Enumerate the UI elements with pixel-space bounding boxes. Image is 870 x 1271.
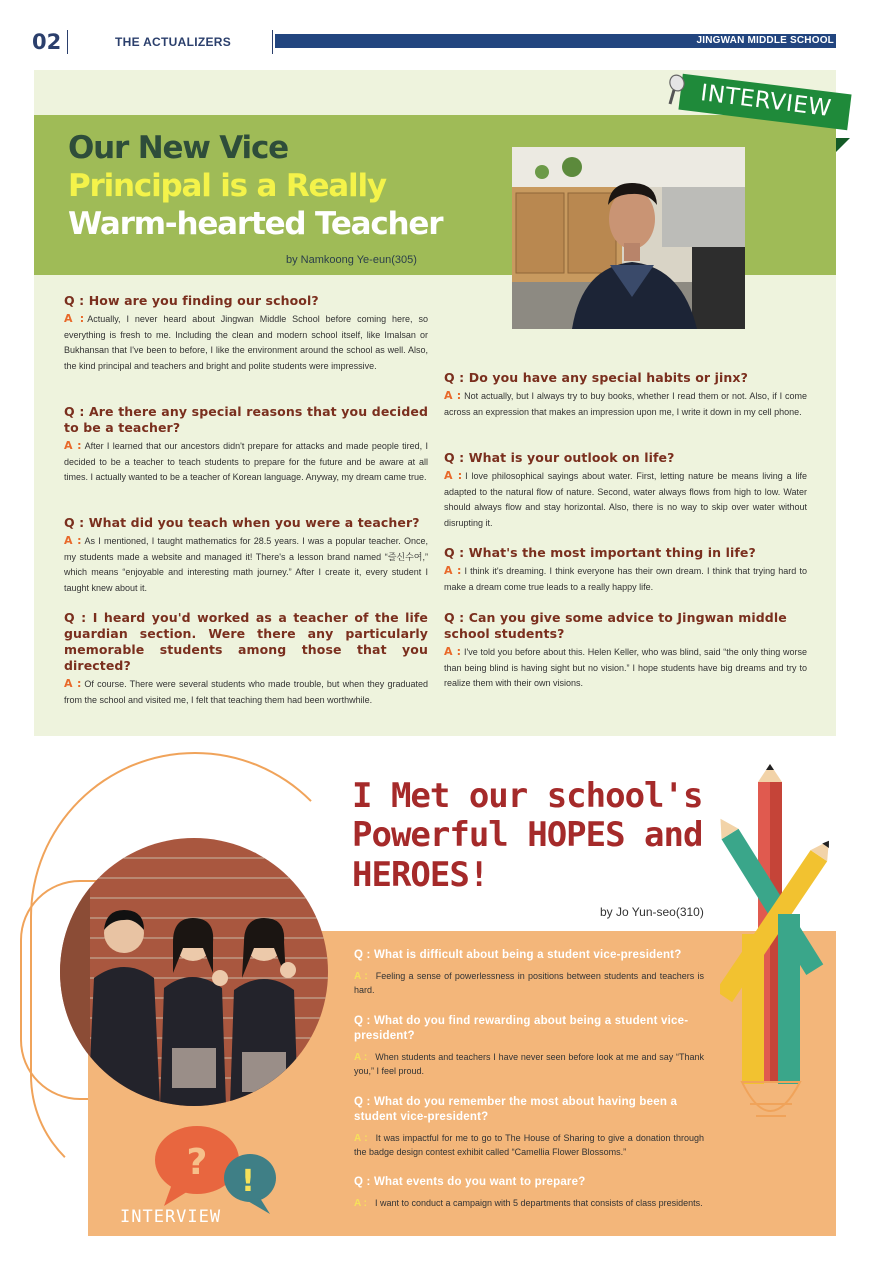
exclamation-bubble-icon (224, 1154, 276, 1214)
question: Q : Do you have any special habits or jinx? (444, 370, 748, 385)
qa-item (64, 610, 428, 708)
answer-mark: A : (444, 645, 461, 658)
answer (354, 1131, 704, 1159)
answer-text: Not actually, but I always try to buy books, whether I read them or not. Also, if I come across an expression that makes an impression upon me, I write it down in my cell phone. (444, 391, 807, 417)
article2-title-line2: Powerful HOPES and (352, 815, 703, 855)
qa-item (444, 450, 807, 531)
question: Q : Can you give some advice to Jingwan middle school students? (444, 610, 787, 641)
answer-text: Feeling a sense of powerlessness in positions between students and teachers is hard. (354, 971, 704, 995)
question: Q : What is difficult about being a student vice-president? (354, 949, 682, 961)
school-name: JINGWAN MIDDLE SCHOOL (696, 35, 834, 46)
answer-mark: A : (444, 389, 462, 402)
answer-mark: A : (444, 564, 462, 577)
question: Q : What events do you want to prepare? (354, 1176, 586, 1188)
answer (64, 439, 428, 486)
answer-text: I love philosophical sayings about water. First, letting nature be means living a life adapted to the natural flow of nature. Second, water always flows from high to low. Water should always flow and stay horizontal. Also, there is no way to skip over water without disrupting it. (444, 471, 807, 528)
answer-text: Of course. There were several students who made trouble, but when they graduated from the school and visited me, I felt that teaching them had been worthwhile. (64, 679, 428, 705)
question: Q : I heard you'd worked as a teacher of the life guardian section. Were there any particularly memorable students among those that you directed? (64, 610, 428, 673)
interview-badge: INTERVIEW (678, 74, 851, 130)
qa-item (354, 948, 704, 997)
svg-text:!: ! (241, 1164, 255, 1199)
question: Q : What is your outlook on life? (444, 450, 675, 465)
answer-text: When students and teachers I have never seen before look at me and say “Thank you,” I feel proud. (354, 1052, 704, 1076)
answer-text: Actually, I never heard about Jingwan Middle School before coming here, so everything is fresh to me. Including the clean and modern school itself, like Imalsan or Bukhansan that I've been to before, I like the environment around the school as well. Also, the kind principal and teachers and bright and polite students were impressive. (64, 314, 428, 371)
answer-text: It was impactful for me to go to The House of Sharing to give a donation through the badge design contest exhibit called “Camellia Flower Blossoms.” (354, 1133, 704, 1157)
article2-title-line3: HEROES! (352, 855, 489, 895)
microphone-icon (664, 74, 686, 108)
answer-mark: A : (64, 439, 82, 452)
answer-mark: A : (354, 1133, 368, 1144)
qa-item (64, 404, 428, 486)
answer (444, 564, 807, 595)
answer-mark: A : (64, 534, 82, 547)
answer (64, 677, 428, 708)
answer (444, 389, 807, 420)
question: Q : What do you find rewarding about being a student vice-president? (354, 1015, 689, 1042)
answer (444, 469, 807, 531)
vice-principal-photo (512, 147, 745, 329)
question: Q : Are there any special reasons that you decided to be a teacher? (64, 404, 428, 435)
answer (354, 1050, 704, 1078)
qa-item (354, 1095, 704, 1159)
question: Q : What did you teach when you were a teacher? (64, 515, 420, 530)
article2-byline: by Jo Yun-seo(310) (600, 905, 704, 919)
header-divider (67, 30, 68, 54)
article1-title-line1: Our New Vice (68, 130, 288, 166)
qa-item (444, 370, 807, 420)
answer-text: I want to conduct a campaign with 5 departments that consists of class presidents. (374, 1198, 703, 1208)
question: Q : What do you remember the most about having been a student vice-president? (354, 1096, 678, 1123)
qa-item (444, 610, 807, 692)
question: Q : How are you finding our school? (64, 293, 319, 308)
answer-text: After I learned that our ancestors didn't prepare for attacks and made people tired, I decided to be a teacher to teach students to prepare for the future and be aware at all times. I actually wanted to be a teacher of Korean language. Anyway, my dream came true. (64, 441, 428, 482)
ribbon-fold (836, 138, 850, 152)
speech-bubbles (142, 1118, 282, 1218)
answer (354, 1196, 704, 1210)
interview-ribbon (668, 78, 856, 138)
svg-text:?: ? (186, 1142, 208, 1183)
article1-title-line3: Warm-hearted Teacher (68, 206, 443, 242)
answer-mark: A : (64, 312, 85, 325)
interview-label: INTERVIEW (120, 1207, 222, 1227)
page-number: 02 (32, 30, 62, 54)
answer-mark: A : (354, 1052, 368, 1063)
header-divider (272, 30, 273, 54)
qa-item (444, 545, 807, 595)
answer (354, 969, 704, 997)
qa-item (354, 1175, 704, 1210)
answer-mark: A : (354, 1198, 367, 1209)
students-photo (60, 838, 328, 1106)
section-title: THE ACTUALIZERS (115, 35, 232, 49)
answer-text: I think it's dreaming. I think everyone has their own dream. I think that trying hard to make a dream come true leads to a really happy life. (444, 566, 807, 592)
qa-item (354, 1014, 704, 1078)
answer-mark: A : (444, 469, 463, 482)
answer (64, 312, 428, 374)
qa-item (64, 515, 428, 596)
answer-text: I've told you before about this. Helen Keller, who was blind, said “the only thing worse than being blind is having sight but no vision.” I hope students have big dreams and try to realize them with their own visions. (444, 647, 807, 688)
article1-title-line2: Principal is a Really (68, 168, 386, 204)
answer (64, 534, 428, 596)
question-bubble-icon (155, 1126, 239, 1206)
answer-text: As I mentioned, I taught mathematics for 28.5 years. I was a popular teacher. Once, my students made a website and managed it! There's a lesson brand named “즐신수여,” which means “enjoyable and interesting math journey.” After I create it, every student I taught knew about it. (64, 536, 428, 593)
article1-byline: by Namkoong Ye-eun(305) (286, 254, 417, 266)
answer-mark: A : (64, 677, 82, 690)
article2-title-line1: I Met our school's (352, 776, 703, 816)
answer-mark: A : (354, 971, 368, 982)
qa-item (64, 293, 428, 374)
pencil-icon (720, 764, 840, 1148)
question: Q : What's the most important thing in life? (444, 545, 756, 560)
answer (444, 645, 807, 692)
